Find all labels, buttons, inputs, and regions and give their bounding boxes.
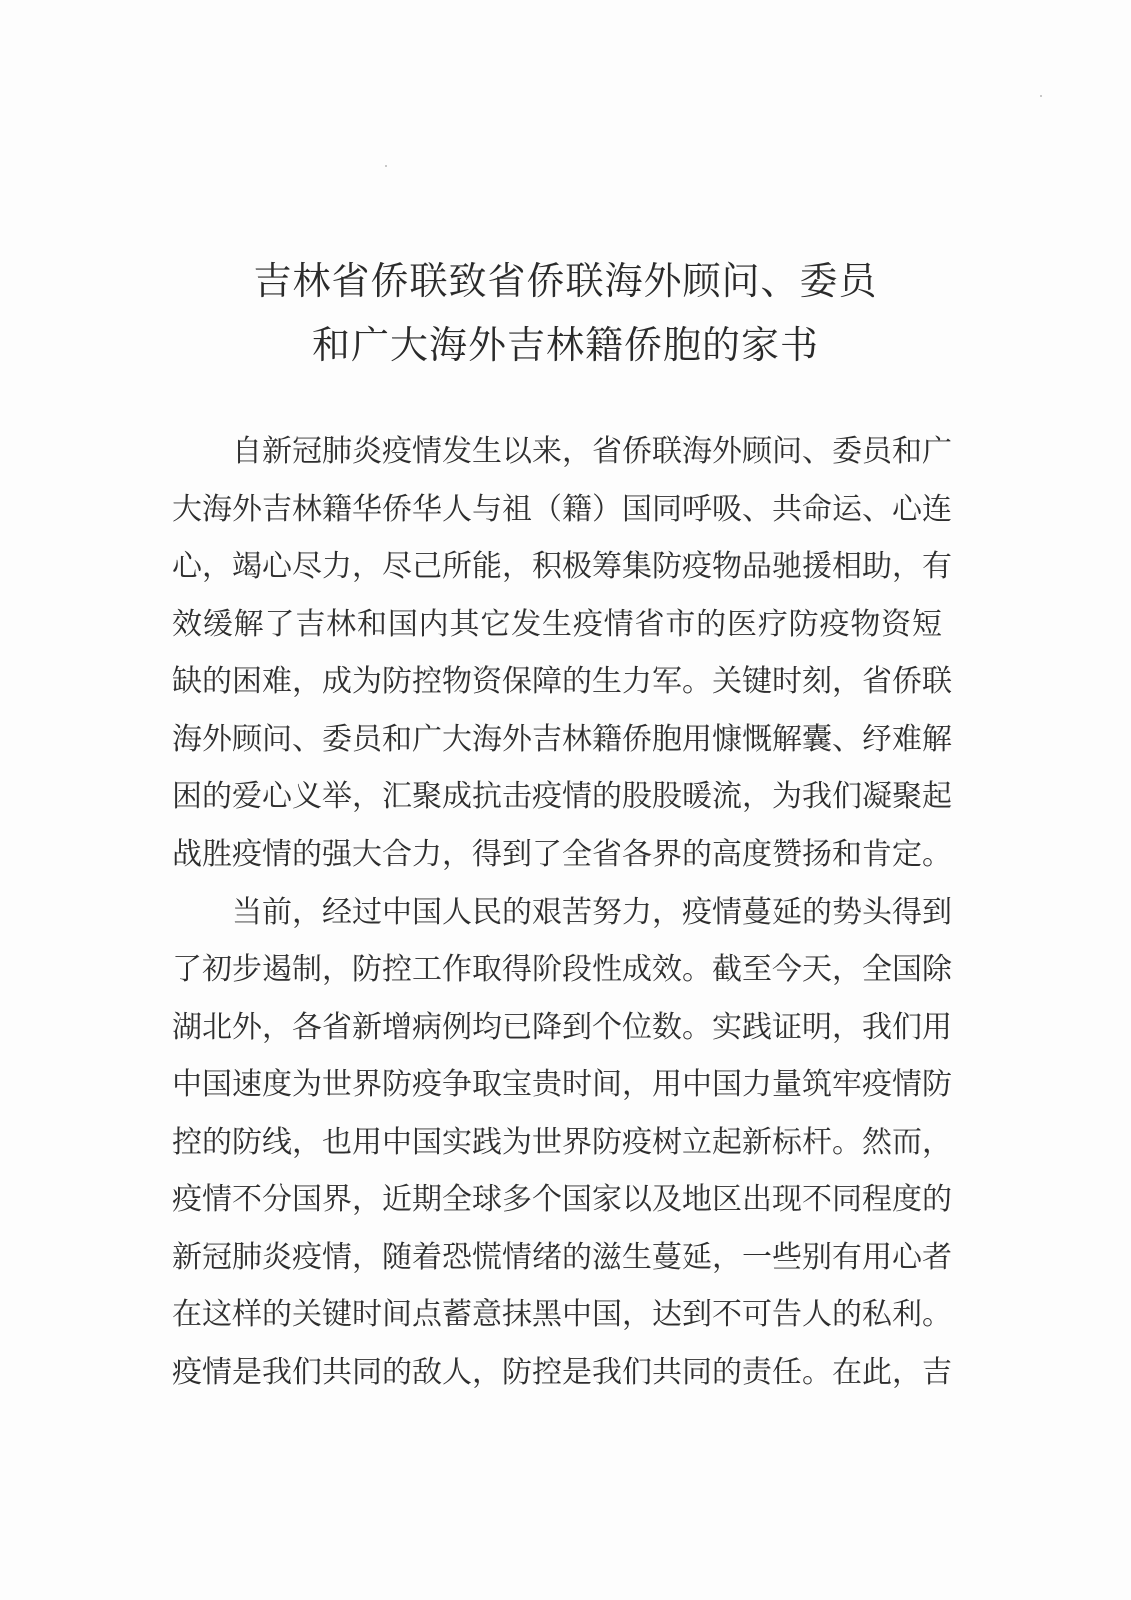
paragraph-2-line: 当前，经过中国人民的艰苦努力，疫情蔓延的势头得到 — [232, 895, 952, 930]
paragraph-2-line: 在这样的关键时间点蓄意抹黑中国，达到不可告人的私利。 — [172, 1297, 952, 1332]
paragraph-1-line: 战胜疫情的强大合力，得到了全省各界的高度赞扬和肯定。 — [172, 837, 952, 872]
document-title-line-1: 吉林省侨联致省侨联海外顾问、委员 — [253, 259, 878, 303]
paragraph-1-line: 大海外吉林籍华侨华人与祖（籍）国同呼吸、共命运、心连 — [172, 492, 952, 527]
scan-speck — [385, 165, 387, 167]
paragraph-1-line: 心，竭心尽力，尽己所能，积极筹集防疫物品驰援相助，有 — [172, 549, 952, 584]
paragraph-2-line: 新冠肺炎疫情，随着恐慌情绪的滋生蔓延，一些别有用心者 — [172, 1240, 952, 1275]
paragraph-2-line: 疫情不分国界，近期全球多个国家以及地区出现不同程度的 — [172, 1182, 952, 1217]
paragraph-2-line: 湖北外，各省新增病例均已降到个位数。实践证明，我们用 — [172, 1010, 952, 1045]
document-title-line-2: 和广大海外吉林籍侨胞的家书 — [311, 323, 819, 367]
paragraph-2-line: 控的防线，也用中国实践为世界防疫树立起新标杆。然而， — [172, 1125, 952, 1160]
scan-speck — [1040, 95, 1042, 97]
paragraph-2-line: 中国速度为世界防疫争取宝贵时间，用中国力量筑牢疫情防 — [172, 1067, 952, 1102]
paragraph-1-line: 效缓解了吉林和国内其它发生疫情省市的医疗防疫物资短 — [172, 607, 942, 642]
paragraph-1-line: 海外顾问、委员和广大海外吉林籍侨胞用慷慨解囊、纾难解 — [172, 722, 952, 757]
paragraph-2-line: 疫情是我们共同的敌人，防控是我们共同的责任。在此，吉 — [172, 1355, 952, 1390]
paragraph-1-line: 困的爱心义举，汇聚成抗击疫情的股股暖流，为我们凝聚起 — [172, 779, 952, 814]
paragraph-1-line: 缺的困难，成为防控物资保障的生力军。关键时刻，省侨联 — [172, 664, 952, 699]
paragraph-1-line: 自新冠肺炎疫情发生以来，省侨联海外顾问、委员和广 — [232, 434, 952, 469]
paragraph-2-line: 了初步遏制，防控工作取得阶段性成效。截至今天，全国除 — [172, 952, 952, 987]
